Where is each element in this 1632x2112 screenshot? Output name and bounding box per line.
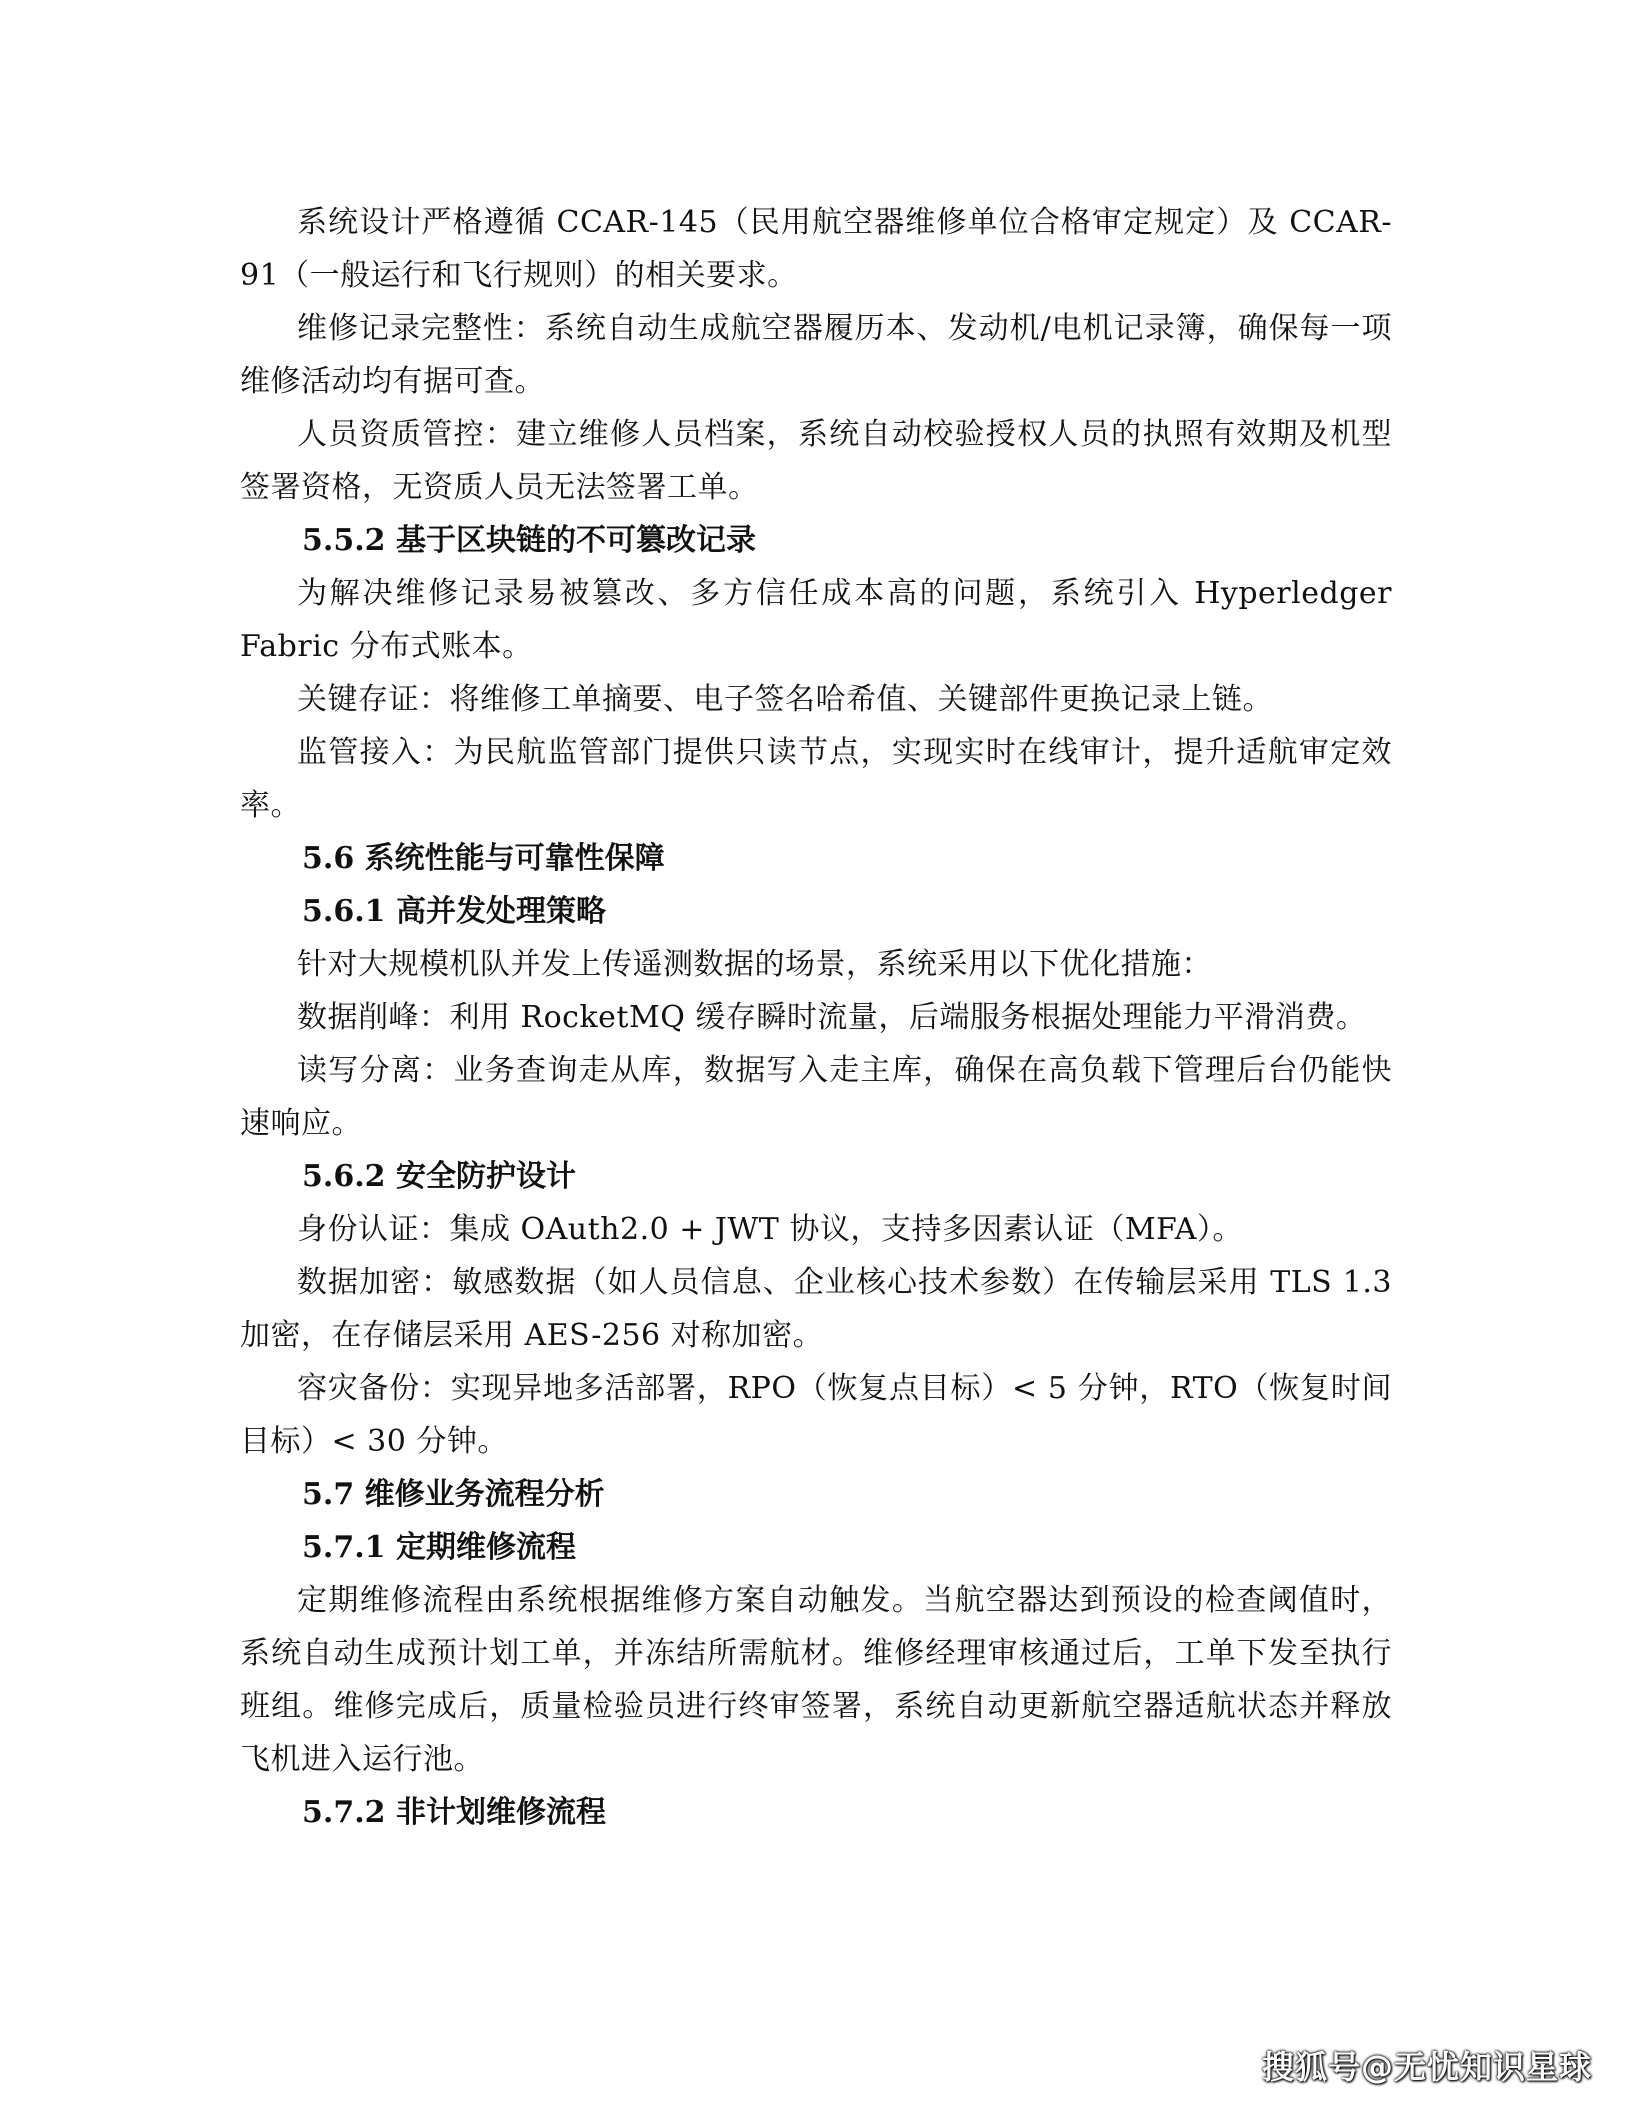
paragraph-scheduled-maintenance: 定期维修流程由系统根据维修方案自动触发。当航空器达到预设的检查阈值时，系统自动生成预计划工单，并冻结所需航材。维修经理审核通过后，工单下发至执行班组。维修完成后，质量检验员进行终审签署，系统自动更新航空器适航状态并释放飞机进入运行池。 [240,1583,1392,1777]
paragraph-blockchain-intro: 为解决维修记录易被篡改、多方信任成本高的问题，系统引入 Hyperledger Fabric 分布式账本。 [240,576,1392,664]
section-heading-5-6: 5.6 系统性能与可靠性保障 [302,841,665,876]
section-heading-5-7: 5.7 维修业务流程分析 [302,1477,605,1512]
paragraph-peak-shaving: 数据削峰：利用 RocketMQ 缓存瞬时流量，后端服务根据处理能力平滑消费。 [297,1000,1367,1035]
paragraph-ccar-compliance: 系统设计严格遵循 CCAR-145（民用航空器维修单位合格审定规定）及 CCAR-91（一般运行和飞行规则）的相关要求。 [240,205,1392,293]
watermark: 搜狐号@无忧知识星球 [1261,2048,1592,2086]
paragraph-disaster-recovery: 容灾备份：实现异地多活部署，RPO（恢复点目标）< 5 分钟，RTO（恢复时间目标）< 30 分钟。 [240,1371,1392,1459]
section-heading-5-6-1: 5.6.1 高并发处理策略 [302,894,606,929]
section-heading-5-7-2: 5.7.2 非计划维修流程 [302,1795,606,1830]
section-heading-5-6-2: 5.6.2 安全防护设计 [302,1159,576,1194]
paragraph-concurrency-intro: 针对大规模机队并发上传遥测数据的场景，系统采用以下优化措施： [297,947,1212,982]
paragraph-regulator-access: 监管接入：为民航监管部门提供只读节点，实现实时在线审计，提升适航审定效率。 [240,735,1392,823]
document-body [240,196,1392,1839]
paragraph-record-integrity: 维修记录完整性：系统自动生成航空器履历本、发动机/电机记录簿，确保每一项维修活动均有据可查。 [240,311,1392,399]
section-heading-5-7-1: 5.7.1 定期维修流程 [302,1530,576,1565]
paragraph-encryption: 数据加密：敏感数据（如人员信息、企业核心技术参数）在传输层采用 TLS 1.3 加密，在存储层采用 AES-256 对称加密。 [240,1265,1392,1353]
paragraph-key-evidence: 关键存证：将维修工单摘要、电子签名哈希值、关键部件更换记录上链。 [297,682,1273,717]
paragraph-read-write-split: 读写分离：业务查询走从库，数据写入走主库，确保在高负载下管理后台仍能快速响应。 [240,1053,1392,1141]
paragraph-authentication: 身份认证：集成 OAuth2.0 + JWT 协议，支持多因素认证（MFA）。 [297,1212,1243,1247]
section-heading-5-5-2: 5.5.2 基于区块链的不可篡改记录 [302,523,756,558]
paragraph-personnel-qualification: 人员资质管控：建立维修人员档案，系统自动校验授权人员的执照有效期及机型签署资格，无资质人员无法签署工单。 [240,417,1392,505]
